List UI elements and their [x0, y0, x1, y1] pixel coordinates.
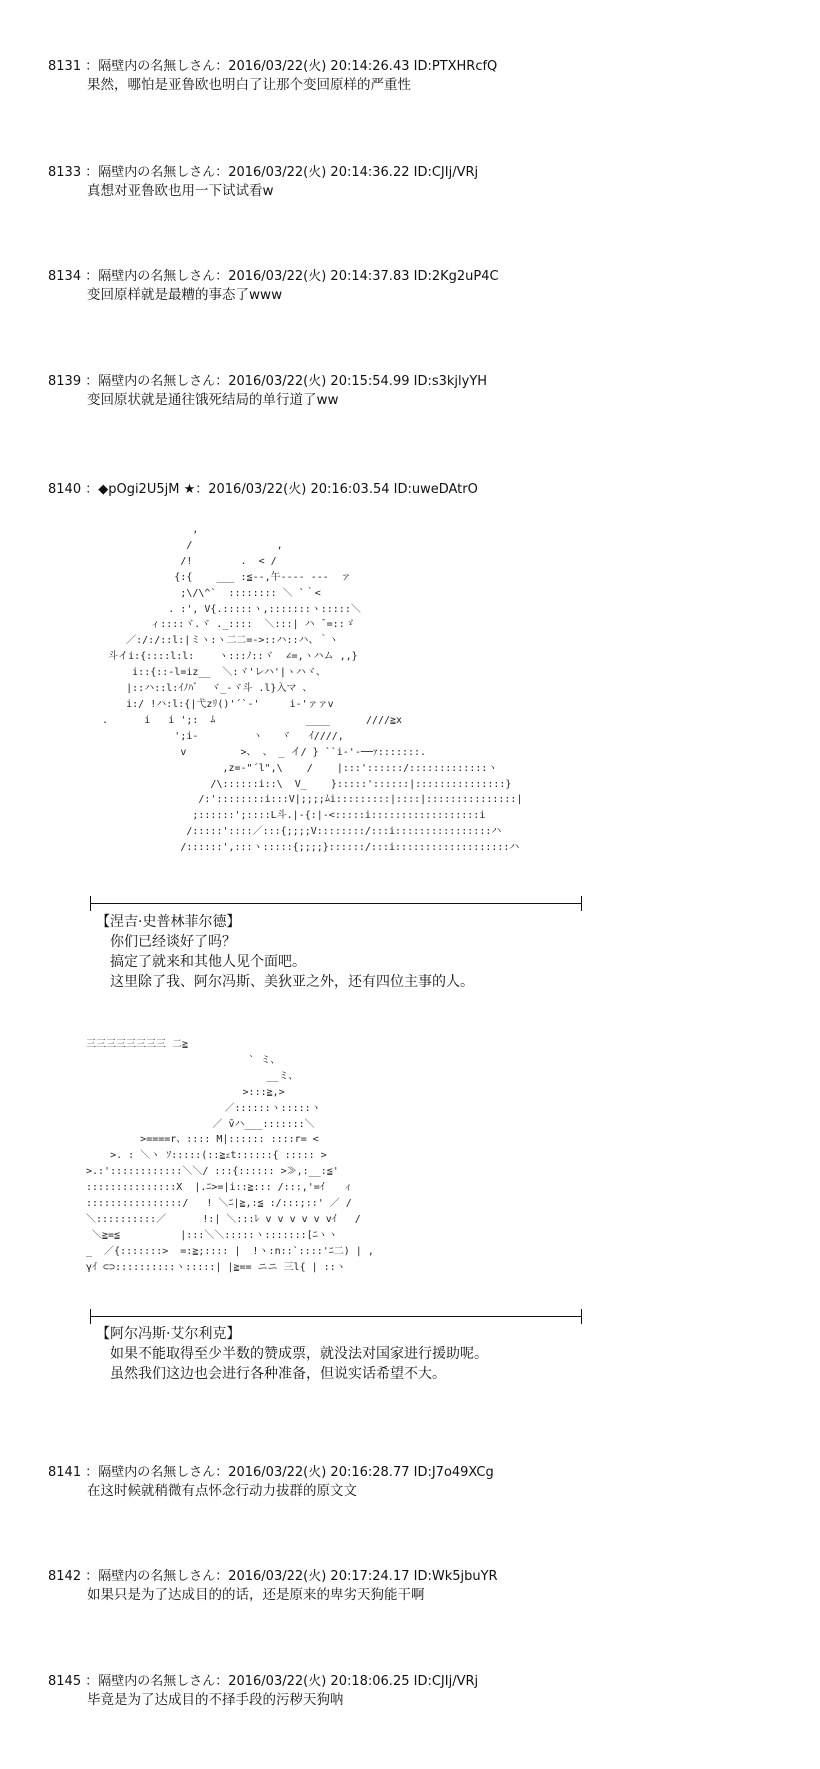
post-body: 如果只是为了达成目的的话，还是原来的卑劣天狗能干啊	[87, 1587, 425, 1603]
post-8145	[48, 1673, 748, 1710]
post-header: 8145 ：隔壁内の名無しさん：2016/03/22(火) 20:18:06.25 ID:CJIj/VRj	[48, 1674, 479, 1689]
divider-cap-right	[581, 896, 582, 911]
post-8131	[48, 58, 748, 95]
post-body: 在这时候就稍微有点怀念行动力拔群的原文文	[87, 1483, 357, 1499]
post-8142	[48, 1568, 748, 1605]
post-header: 8131 ：隔壁内の名無しさん：2016/03/22(火) 20:14:26.43 ID:PTXHRcfQ	[48, 59, 498, 74]
post-body: 毕竟是为了达成目的不择手段的污秽天狗呐	[87, 1692, 344, 1708]
ascii-art-negi: , / , /! . < / {:{ ___ :≦--,午---- --- ァ ;\/\^` :::::::: ＼ `｀< . :', V{.:::::ヽ,:::::::ヽ:::::＼ ィ::::ヾ.ヾ ._:::: ＼:::| ハ ̄ =::ゞ ／:/:/::l:|ミヽ:ヽ二二=->::ハ::ハ、｀ヽ 斗イi:{::::l:l: ヽ:::ﾉ::ヾ ∠=,ヽハム ,,} i::{::-l=iz__ ＼:ヾ'レハ'|ヽハヾ、 |::ハ::l:ｲﾉﾊﾞ ヾ_-ヾ斗 .l}入マ 、 i:/ !ハ:l:{|弋zﾘ()'´`-' i-'ァァv . i i ';: ﾑ ____ ////≧x ';i- ヽ ヾ ｲ////, v >、 、 _ イ/ } ``i‐'-──ｧ:::::::. ,z=-"´l",\ / |:::'::::::/:::::::::::::ヽ /\::::::i::\ V_ }:::::'::::::|:::::::::::::::} /:'::::::::i:::V|;;;;ﾑi:::::::::|::::|:::::::::::::::| ;::::::';::::L斗.|-{:|-<:::::i::::::::::::::::::i /:::::'::::／:::{;;;;V::::::::/:::i::::::::::::::::ハ /::::::',:::ヽ:::::{;;;;}::::::/:::i:::::::::::::::::::ハ	[102, 524, 523, 854]
divider-cap-left	[90, 896, 91, 911]
dialog-line: 你们已经谈好了吗？	[110, 934, 236, 950]
post-header: 8142 ：隔壁内の名無しさん：2016/03/22(火) 20:17:24.17 ID:Wk5jbuYR	[48, 1569, 498, 1584]
post-8139	[48, 373, 748, 410]
divider-cap-left	[90, 1309, 91, 1324]
dialog-line: 如果不能取得至少半数的赞成票，就没法对国家进行援助呢。	[110, 1346, 488, 1362]
dialog-line: 虽然我们这边也会进行各种准备，但说实话希望不大。	[110, 1366, 446, 1382]
post-8133	[48, 164, 748, 201]
post-body: 变回原状就是通往饿死结局的单行道了ww	[87, 392, 339, 408]
dialog-negi	[96, 912, 696, 992]
divider-cap-right	[581, 1309, 582, 1324]
post-body: 真想对亚鲁欧也用一下试试看w	[87, 183, 274, 199]
post-body: 变回原样就是最糟的事态了www	[87, 287, 283, 303]
speaker-name: 【涅吉·史普林菲尔德】	[96, 914, 241, 930]
post-header: 8133 ：隔壁内の名無しさん：2016/03/22(火) 20:14:36.22 ID:CJIj/VRj	[48, 165, 479, 180]
dialog-line: 这里除了我、阿尔冯斯、美狄亚之外，还有四位主事的人。	[110, 974, 474, 990]
post-header: 8141 ：隔壁内の名無しさん：2016/03/22(火) 20:16:28.77 ID:J7o49XCg	[48, 1465, 494, 1480]
post-header: 8139 ：隔壁内の名無しさん：2016/03/22(火) 20:15:54.99 ID:s3kjlyYH	[48, 374, 488, 389]
post-body: 果然，哪怕是亚鲁欧也明白了让那个变回原样的严重性	[87, 77, 411, 93]
post-header: 8134 ：隔壁内の名無しさん：2016/03/22(火) 20:14:37.83 ID:2Kg2uP4C	[48, 269, 499, 284]
speaker-name: 【阿尔冯斯·艾尔利克】	[96, 1326, 241, 1342]
divider-rule	[90, 903, 582, 904]
post-8140	[48, 481, 748, 499]
ascii-art-alphonse: 三三三三三三三三 二≧ ` ミ、 __ミ、 >:::≧,> ／::::::ヽ:::::ヽ ／ ̄vハ___:::::::＼ >====r、:::: M|:::::: ::::r= < >. : ＼ヽ ｿ:::::(::≧ｪt::::::{ ::::: > >.:'::::::::::::＼＼/ :::{:::::: >≫,:__:≦' :::::::::::::::X |.ﾆ>=|i::≧::: /:::,'=ｲ ィ ::::::::::::::::/ ! ＼ﾆ|≧,:≦ :/:::;::' ／ / ＼::::::::::／ !:| ＼:::ﾚ v v v v v vｲ / ＼≧=≦ |:::＼＼:::::ヽ:::::::[ﾆヽヽ _ ／{:::::::> =:≧;:::: | !ヽ:n::`::::'ﾆ二) | , γｲ ⊂⊃::::::::::ヽ:::::| |≧== ニニ 三l{ | ::ヽ	[86, 1039, 374, 1273]
post-8141	[48, 1464, 748, 1501]
dialog-alphonse	[96, 1324, 696, 1384]
post-8134	[48, 268, 748, 305]
post-header: 8140 ：◆pOgi2U5jM ★：2016/03/22(火) 20:16:03.54 ID:uweDAtrO	[48, 482, 478, 497]
dialog-line: 搞定了就来和其他人见个面吧。	[110, 954, 306, 970]
divider-rule	[90, 1316, 582, 1317]
